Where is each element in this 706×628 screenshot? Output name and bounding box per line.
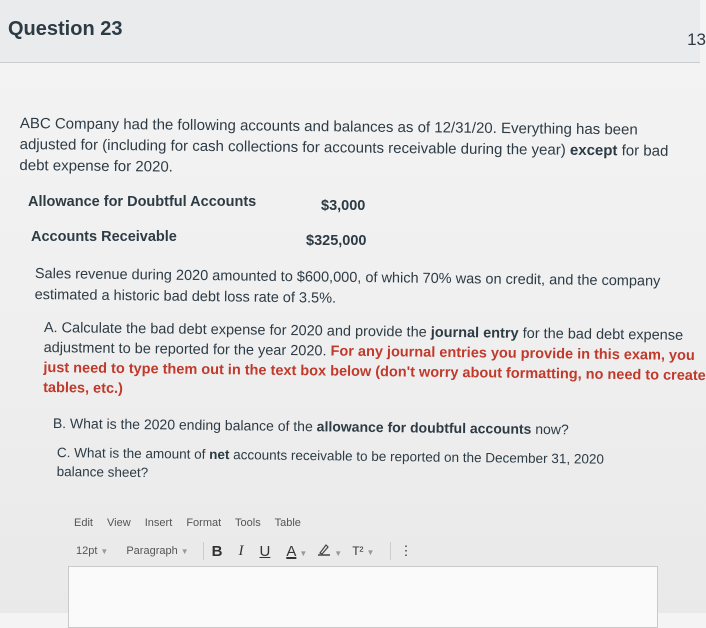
font-size-select[interactable]: 12pt ▼ (76, 545, 109, 557)
more-options-button[interactable]: ⋮ (399, 543, 413, 558)
sales-line-1: Sales revenue during 2020 amounted to $600,000, of which 70% was on credit, and the company (34, 265, 661, 290)
part-a-line-2: adjustment to be reported for the year 2020. For any journal entries you provide in this exam, you (43, 339, 695, 364)
account-label-allowance: Allowance for Doubtful Accounts (28, 194, 257, 210)
chevron-down-icon: ▼ (366, 548, 375, 557)
highlight-icon[interactable] (317, 542, 342, 560)
bold-button[interactable]: B (211, 542, 223, 560)
question-title: Question 23 (8, 18, 123, 40)
part-c-line-1: C. What is the amount of net accounts receivable to be reported on the December 31, 2020 (56, 444, 605, 467)
editor-menubar (74, 517, 312, 529)
chevron-down-icon: ▼ (334, 549, 343, 558)
italic-button[interactable]: I (238, 542, 244, 559)
intro-line-3: debt expense for 2020. (19, 156, 173, 176)
menu-tools[interactable]: Tools (235, 517, 261, 529)
part-c-line-2: balance sheet? (56, 463, 149, 481)
sales-line-2: estimated a historic bad debt loss rate of 3.5%. (34, 286, 337, 307)
question-intro (19, 113, 668, 183)
account-label-receivable: Accounts Receivable (31, 229, 177, 245)
superscript-button[interactable]: T² ▼ (352, 544, 375, 558)
chevron-down-icon: ▼ (100, 547, 109, 556)
menu-insert[interactable]: Insert (144, 517, 173, 529)
part-a (43, 318, 706, 406)
sales-paragraph (34, 264, 660, 314)
chevron-down-icon: ▼ (180, 547, 189, 556)
question-points: 13 (687, 30, 706, 49)
account-value-receivable: $325,000 (306, 233, 367, 249)
intro-line-2: adjusted for (including for cash collections for accounts receivable during the year) except for bad (19, 135, 669, 160)
underline-button[interactable]: U (259, 542, 271, 560)
block-format-select[interactable]: Paragraph ▼ (126, 545, 189, 557)
answer-text-box[interactable] (68, 566, 658, 628)
font-color-button[interactable]: A ▼ (286, 542, 308, 560)
part-a-line-4: tables, etc.) (43, 379, 124, 397)
intro-line-1: ABC Company had the following accounts and balances as of 12/31/20. Everything has been (19, 114, 638, 139)
menu-format[interactable]: Format (186, 517, 222, 529)
menu-table[interactable]: Table (274, 517, 301, 529)
part-c (57, 443, 605, 488)
menu-view[interactable]: View (107, 517, 131, 529)
menu-edit[interactable]: Edit (74, 517, 93, 529)
toolbar-divider (203, 542, 204, 560)
part-b: B. What is the 2020 ending balance of the allowance for doubtful accounts now? (52, 414, 569, 438)
part-a-line-3: just need to type them out in the text box below (don't worry about formatting, no need to create (43, 359, 706, 385)
toolbar-divider (390, 542, 391, 560)
editor-toolbar (76, 542, 428, 560)
chevron-down-icon: ▼ (299, 548, 308, 558)
part-a-line-1: A. Calculate the bad debt expense for 2020 and provide the journal entry for the bad debt expense (43, 319, 684, 344)
account-value-allowance: $3,000 (321, 198, 366, 214)
